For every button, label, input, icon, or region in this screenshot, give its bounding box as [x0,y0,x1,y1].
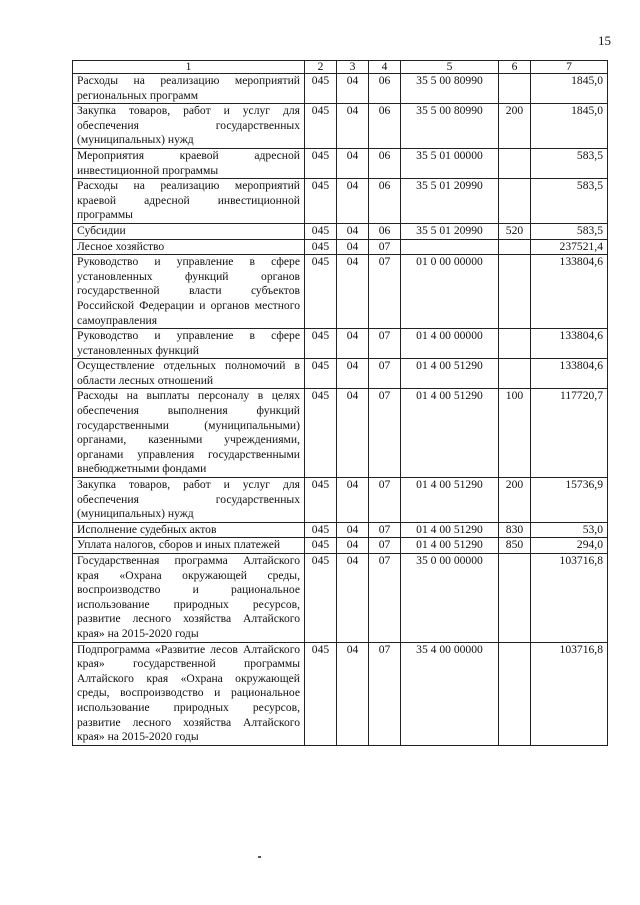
item-name: Руководство и управление в сфере установленных функций [73,329,305,359]
amount: 53,0 [531,522,608,538]
amount: 1845,0 [531,104,608,149]
table-row [73,478,608,523]
column-header: 1 [73,61,305,74]
subsection-code: 07 [369,554,401,643]
ministry-code: 045 [305,554,337,643]
column-header: 6 [499,61,531,74]
section-code: 04 [337,389,369,478]
page-number: 15 [598,33,611,48]
section-code: 04 [337,255,369,329]
amount: 117720,7 [531,389,608,478]
expense-type-code [499,239,531,255]
subsection-code: 07 [369,522,401,538]
amount: 103716,8 [531,554,608,643]
target-item-code: 35 5 00 80990 [401,74,499,104]
section-code: 04 [337,74,369,104]
item-name: Уплата налогов, сборов и иных платежей [73,538,305,554]
section-code: 04 [337,522,369,538]
section-code: 04 [337,359,369,389]
expense-type-code: 100 [499,389,531,478]
ministry-code: 045 [305,255,337,329]
subsection-code: 06 [369,74,401,104]
table-row [73,522,608,538]
column-header: 3 [337,61,369,74]
table-row [73,538,608,554]
target-item-code: 35 5 01 00000 [401,148,499,178]
item-name: Подпрограмма «Развитие лесов Алтайского края» государственной программы Алтайского края «Охрана окружающей среды, воспроизводство и рациональное использование природных ресурсов, развитие лесного хозяйства Алтайского края» на 2015-2020 годы [73,642,305,745]
target-item-code: 35 5 01 20990 [401,179,499,224]
target-item-code: 01 4 00 51290 [401,478,499,523]
subsection-code: 07 [369,329,401,359]
subsection-code: 07 [369,642,401,745]
expense-type-code [499,255,531,329]
ministry-code: 045 [305,148,337,178]
amount: 583,5 [531,223,608,239]
item-name: Осуществление отдельных полномочий в области лесных отношений [73,359,305,389]
amount: 1845,0 [531,74,608,104]
amount: 583,5 [531,179,608,224]
subsection-code: 07 [369,389,401,478]
subsection-code: 07 [369,239,401,255]
ministry-code: 045 [305,74,337,104]
ministry-code: 045 [305,478,337,523]
expense-type-code [499,642,531,745]
subsection-code: 06 [369,104,401,149]
target-item-code [401,239,499,255]
target-item-code: 01 4 00 51290 [401,522,499,538]
subsection-code: 07 [369,255,401,329]
amount: 133804,6 [531,359,608,389]
section-code: 04 [337,478,369,523]
subsection-code: 06 [369,179,401,224]
section-code: 04 [337,148,369,178]
ministry-code: 045 [305,239,337,255]
item-name: Расходы на реализацию мероприятий краевой адресной инвестиционной программы [73,179,305,224]
amount: 294,0 [531,538,608,554]
table-row [73,389,608,478]
item-name: Руководство и управление в сфере установленных функций органов государственной власти субъектов Российской Федерации и органов местного самоуправления [73,255,305,329]
scan-mark [258,856,261,858]
section-code: 04 [337,239,369,255]
ministry-code: 045 [305,179,337,224]
expense-type-code: 200 [499,104,531,149]
subsection-code: 06 [369,223,401,239]
section-code: 04 [337,538,369,554]
target-item-code: 01 4 00 51290 [401,389,499,478]
target-item-code: 35 5 00 80990 [401,104,499,149]
expense-type-code [499,74,531,104]
subsection-code: 06 [369,148,401,178]
expense-type-code: 200 [499,478,531,523]
target-item-code: 01 4 00 51290 [401,359,499,389]
section-code: 04 [337,554,369,643]
target-item-code: 35 4 00 00000 [401,642,499,745]
table-row [73,554,608,643]
table-row [73,223,608,239]
amount: 237521,4 [531,239,608,255]
item-name: Исполнение судебных актов [73,522,305,538]
ministry-code: 045 [305,329,337,359]
ministry-code: 045 [305,642,337,745]
table-row [73,329,608,359]
amount: 583,5 [531,148,608,178]
table-row [73,255,608,329]
target-item-code: 01 4 00 00000 [401,329,499,359]
column-header: 7 [531,61,608,74]
target-item-code: 01 0 00 00000 [401,255,499,329]
ministry-code: 045 [305,104,337,149]
expense-type-code [499,329,531,359]
target-item-code: 35 5 01 20990 [401,223,499,239]
item-name: Расходы на выплаты персоналу в целях обеспечения выполнения функций государственными (муниципальными) органами, казенными учреждениями, органами управления государственными внебюджетными фондами [73,389,305,478]
header-row [73,61,608,74]
table-row [73,148,608,178]
expense-type-code: 520 [499,223,531,239]
subsection-code: 07 [369,478,401,523]
target-item-code: 35 0 00 00000 [401,554,499,643]
item-name: Мероприятия краевой адресной инвестиционной программы [73,148,305,178]
table-row [73,642,608,745]
table-row [73,104,608,149]
amount: 133804,6 [531,329,608,359]
subsection-code: 07 [369,538,401,554]
section-code: 04 [337,329,369,359]
item-name: Субсидии [73,223,305,239]
target-item-code: 01 4 00 51290 [401,538,499,554]
expense-type-code: 830 [499,522,531,538]
amount: 133804,6 [531,255,608,329]
table-row [73,74,608,104]
section-code: 04 [337,642,369,745]
column-header: 2 [305,61,337,74]
subsection-code: 07 [369,359,401,389]
budget-table [72,60,608,746]
expense-type-code [499,148,531,178]
item-name: Лесное хозяйство [73,239,305,255]
item-name: Расходы на реализацию мероприятий региональных программ [73,74,305,104]
expense-type-code [499,359,531,389]
ministry-code: 045 [305,538,337,554]
table-row [73,179,608,224]
expense-type-code [499,179,531,224]
amount: 103716,8 [531,642,608,745]
ministry-code: 045 [305,359,337,389]
column-header: 5 [401,61,499,74]
item-name: Закупка товаров, работ и услуг для обеспечения государственных (муниципальных) нужд [73,104,305,149]
column-header: 4 [369,61,401,74]
item-name: Государственная программа Алтайского края «Охрана окружающей среды, воспроизводство и рациональное использование природных ресурсов, развитие лесного хозяйства Алтайского края» на 2015-2020 годы [73,554,305,643]
amount: 15736,9 [531,478,608,523]
ministry-code: 045 [305,522,337,538]
section-code: 04 [337,223,369,239]
section-code: 04 [337,104,369,149]
table-row [73,359,608,389]
item-name: Закупка товаров, работ и услуг для обеспечения государственных (муниципальных) нужд [73,478,305,523]
expense-type-code: 850 [499,538,531,554]
table-row [73,239,608,255]
ministry-code: 045 [305,223,337,239]
section-code: 04 [337,179,369,224]
ministry-code: 045 [305,389,337,478]
expense-type-code [499,554,531,643]
